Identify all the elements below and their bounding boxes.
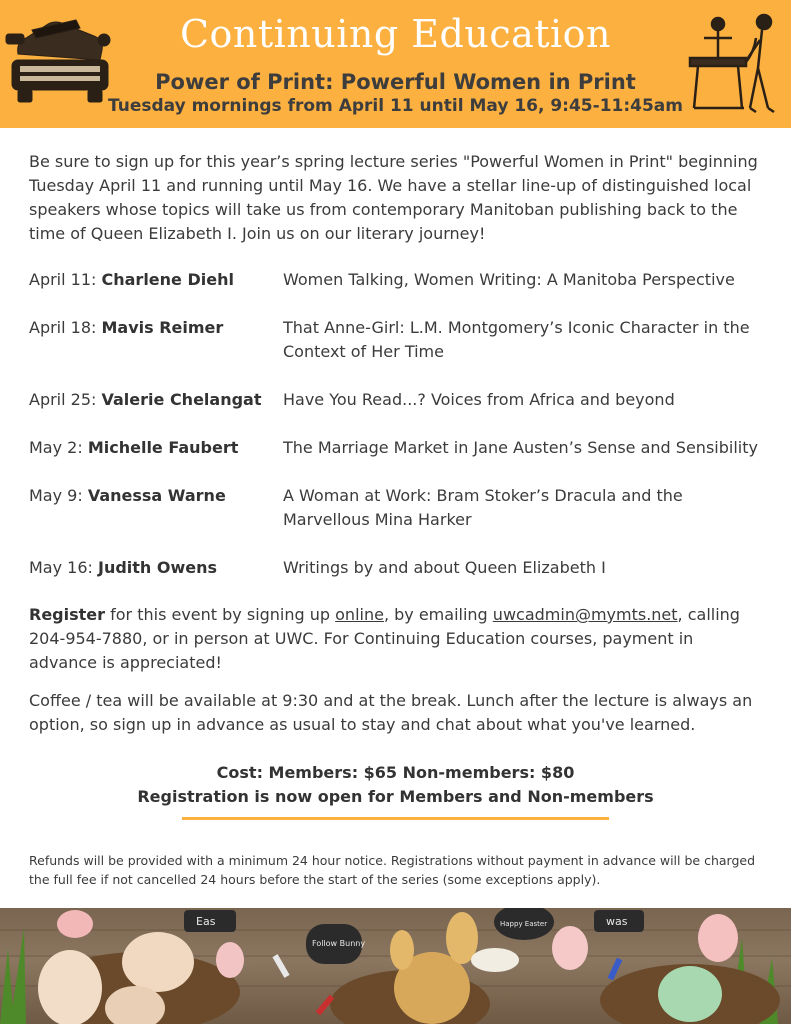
online-link[interactable]: online xyxy=(335,605,384,624)
schedule-date: May 9: xyxy=(29,486,83,505)
schedule-speaker: Valerie Chelangat xyxy=(101,390,262,409)
registration-open-line: Registration is now open for Members and Non-members xyxy=(137,787,654,806)
sign-right: was xyxy=(606,915,628,928)
schedule-topic: Writings by and about Queen Elizabeth I xyxy=(283,558,606,577)
schedule-speaker: Michelle Faubert xyxy=(87,438,239,457)
series-dates: Tuesday mornings from April 11 until May 16, 9:45-11:45am xyxy=(107,96,683,116)
schedule-speaker: Judith Owens xyxy=(98,558,218,577)
sign-left: Eas xyxy=(196,915,216,928)
sign-center: Happy Easter xyxy=(500,920,548,928)
sign-follow: Follow Bunny xyxy=(312,939,366,948)
register-lead: Register xyxy=(29,605,106,624)
register-paragraph: Register for this event by signing up online, by emailing uwcadmin@mymts.net, calling 204-954-7880, or in person at UWC. For Continuing Education courses, payment in advance is appreciated! xyxy=(29,605,740,672)
schedule-topic: The Marriage Market in Jane Austen’s Sense and Sensibility xyxy=(283,438,758,457)
schedule-topic: That Anne-Girl: L.M. Montgomery’s Iconic Character in the Context of Her Time xyxy=(283,318,750,361)
coffee-paragraph: Coffee / tea will be available at 9:30 and at the break. Lunch after the lecture is always an option, so sign up in advance as usual to stay and chat about what you've learned. xyxy=(29,691,753,734)
schedule-date: April 18: xyxy=(29,318,97,337)
page-title: Continuing Education xyxy=(179,12,612,56)
schedule-date: April 25: xyxy=(29,390,97,409)
schedule-topic: Women Talking, Women Writing: A Manitoba Perspective xyxy=(283,270,735,289)
schedule-date: May 2: xyxy=(29,438,83,457)
intro-paragraph: Be sure to sign up for this year’s spring lecture series "Powerful Women in Print" beginning Tuesday April 11 and running until May 16. We have a stellar line-up of distinguished local speakers whose topics will take us from contemporary Manitoban publishing back to the time of Queen Elizabeth I. Join us on our literary journey! xyxy=(29,152,758,243)
cost-line: Cost: Members: $65 Non-members: $80 xyxy=(216,763,575,782)
schedule-speaker: Vanessa Warne xyxy=(87,486,226,505)
refund-policy: Refunds will be provided with a minimum 24 hour notice. Registrations without payment in advance will be charged the full fee if not cancelled 24 hours before the start of the series (some exceptions apply). xyxy=(29,853,756,887)
header-banner xyxy=(0,0,791,128)
easter-photo xyxy=(0,908,791,1024)
schedule-speaker: Charlene Diehl xyxy=(101,270,234,289)
series-title: Power of Print: Powerful Women in Print xyxy=(155,70,636,94)
schedule-topic: Have You Read...? Voices from Africa and beyond xyxy=(283,390,675,409)
schedule-date: April 11: xyxy=(29,270,97,289)
schedule-date: May 16: xyxy=(29,558,98,577)
schedule-speaker: Mavis Reimer xyxy=(101,318,224,337)
printing-press-icon xyxy=(684,8,784,124)
cost-block xyxy=(0,761,791,809)
divider xyxy=(182,817,609,820)
schedule-topic: A Woman at Work: Bram Stoker’s Dracula and the Marvellous Mina Harker xyxy=(283,486,683,529)
email-link[interactable]: uwcadmin@mymts.net xyxy=(492,605,678,624)
